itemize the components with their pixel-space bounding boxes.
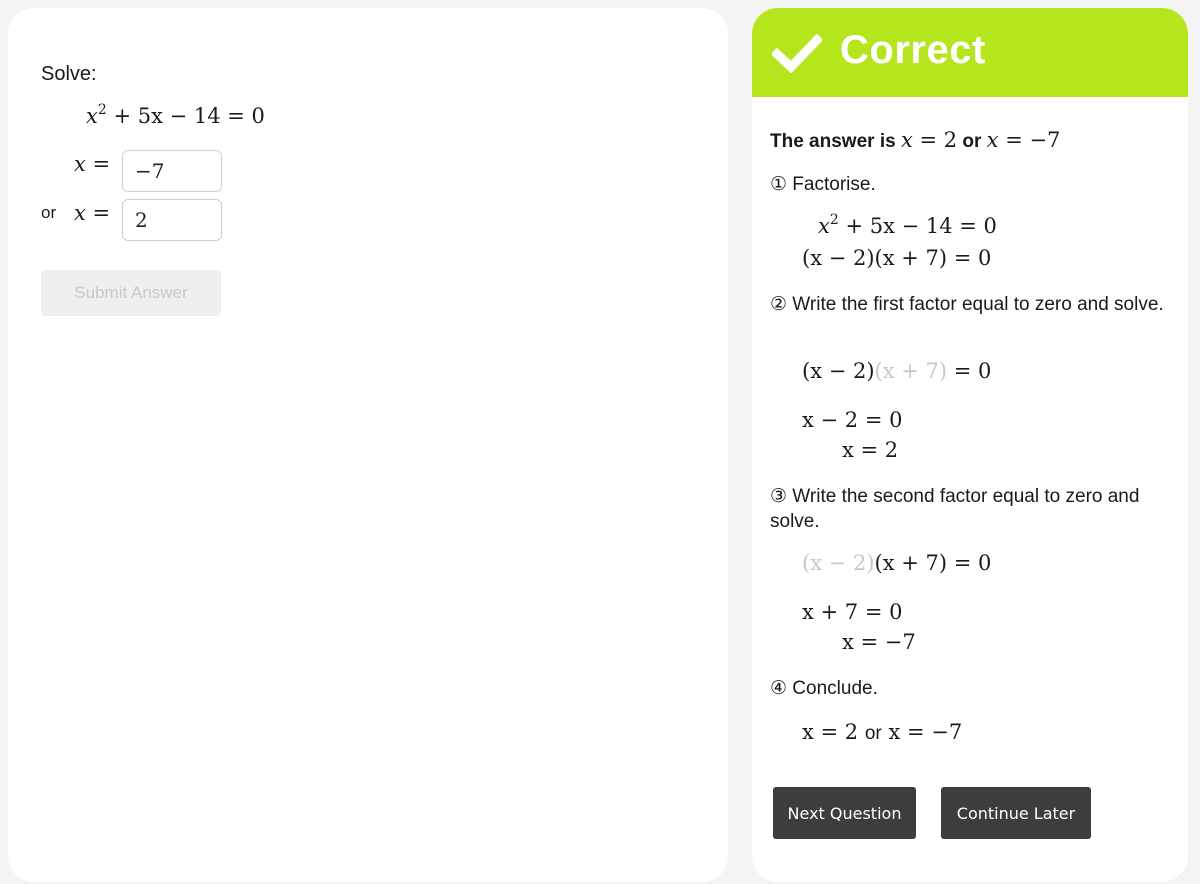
step-4-label: ④ Conclude. — [770, 678, 878, 699]
answer-input-2[interactable] — [122, 199, 222, 241]
x-label-1: x = — [74, 152, 111, 176]
answer-input-1[interactable] — [122, 150, 222, 192]
step-1-exponent: 2 — [829, 212, 839, 228]
equation-rest: + 5x − 14 = 0 — [106, 104, 265, 128]
step-3-factored — [802, 551, 991, 575]
answer-prefix: The answer is — [770, 131, 896, 152]
answer-or: or — [962, 131, 982, 152]
step-1-lead: x — [818, 214, 830, 238]
answer-summary — [770, 128, 1170, 154]
step-1-line-2: (x − 2)(x + 7) = 0 — [802, 246, 992, 270]
step-3-highlight: (x + 7) — [874, 551, 948, 575]
step-4-x2: x = −7 — [888, 720, 963, 744]
step-2-line-1: x − 2 = 0 — [802, 408, 903, 432]
question-prompt: Solve: — [41, 63, 97, 85]
step-2-line-2: x = 2 — [842, 438, 899, 462]
question-panel — [8, 8, 728, 882]
step-3-eq-zero: = 0 — [947, 551, 992, 575]
checkmark-icon — [772, 34, 822, 74]
step-3-line-2: x = −7 — [842, 630, 916, 654]
step-3-faded: (x − 2) — [802, 551, 875, 575]
step-1-label: ① Factorise. — [770, 174, 876, 195]
correct-banner — [752, 8, 1188, 97]
next-question-button[interactable]: Next Question — [773, 787, 916, 839]
step-2-label: ② Write the first factor equal to zero and solve. — [770, 294, 1164, 315]
step-2-factored — [802, 359, 991, 383]
step-2-highlight: (x − 2) — [802, 359, 875, 383]
step-4-or: or — [864, 723, 882, 744]
step-3-line-1: x + 7 = 0 — [802, 600, 903, 624]
step-4-conclusion — [802, 720, 962, 745]
or-label: or — [41, 203, 57, 222]
equation-lead: x — [86, 104, 98, 128]
submit-answer-button[interactable]: Submit Answer — [41, 270, 221, 316]
banner-title: Correct — [840, 28, 986, 72]
answer-eq2: = −7 — [998, 128, 1061, 152]
answer-x1: x — [900, 128, 913, 152]
answer-eq1: = 2 — [912, 128, 958, 152]
step-4-x1: x = 2 — [802, 720, 859, 744]
equation-exponent: 2 — [97, 102, 107, 118]
step-2-eq-zero: = 0 — [947, 359, 992, 383]
step-1-line-1 — [818, 214, 997, 238]
feedback-panel — [752, 8, 1188, 882]
answer-x2: x — [986, 128, 999, 152]
x-label-2: x = — [74, 201, 111, 225]
step-3-label: ③ Write the second factor equal to zero and solve. — [770, 486, 1140, 532]
step-2-faded: (x + 7) — [874, 359, 948, 383]
question-equation — [86, 104, 265, 128]
step-1-rest: + 5x − 14 = 0 — [838, 214, 997, 238]
continue-later-button[interactable]: Continue Later — [941, 787, 1091, 839]
